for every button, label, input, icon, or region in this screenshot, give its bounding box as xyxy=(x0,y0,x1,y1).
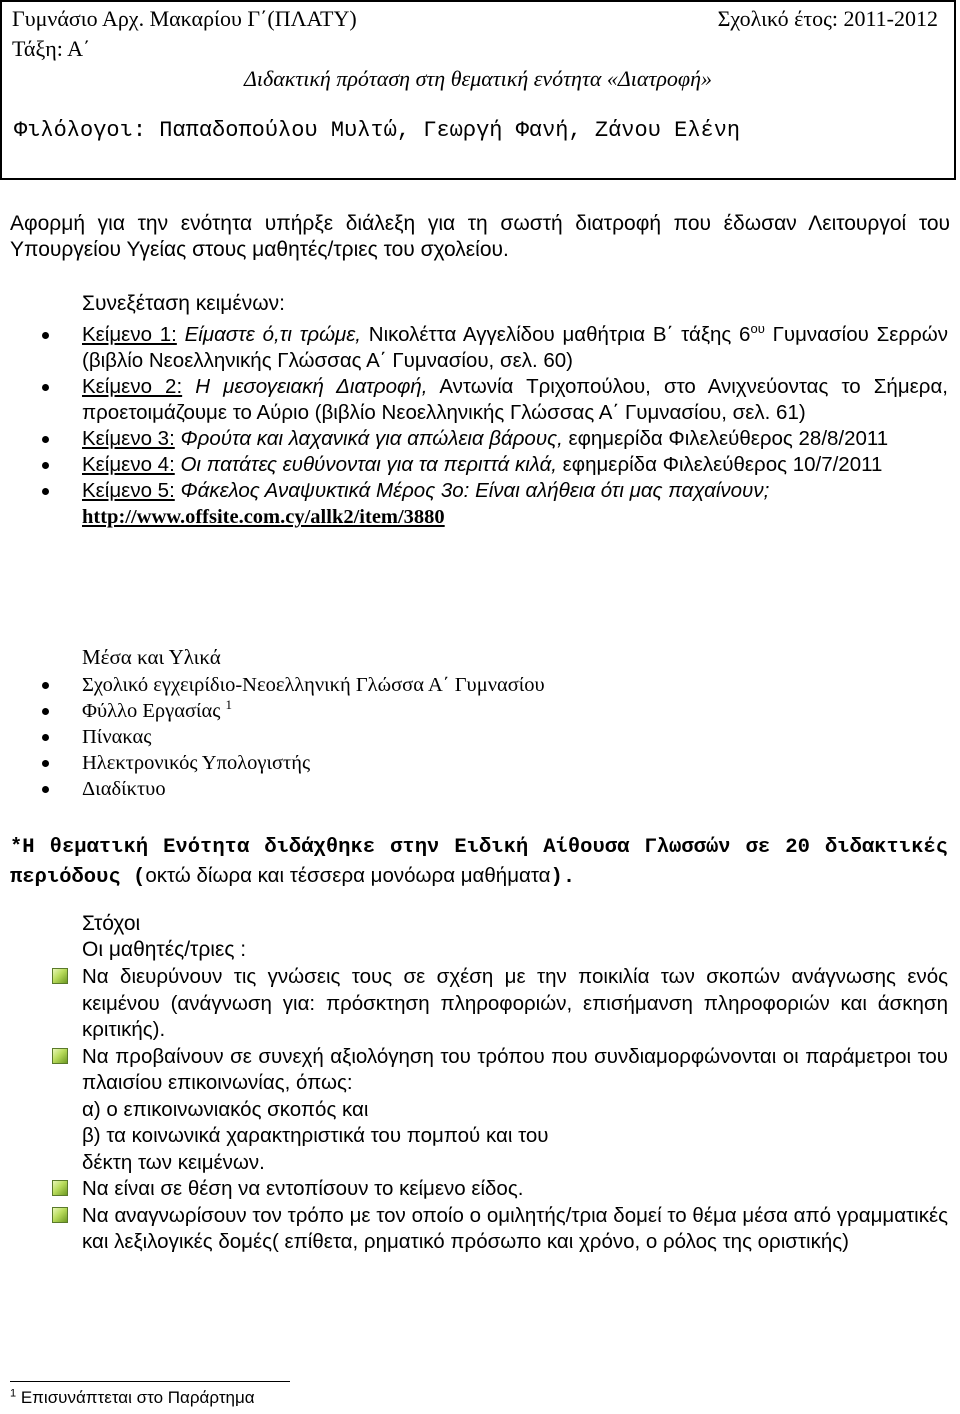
footnote xyxy=(10,1388,255,1408)
text-title: Φρούτα και λαχανικά για απώλεια βάρους, xyxy=(180,427,563,450)
note-bold: *Η θεματική Ενότητα διδάχθηκε στην Ειδική Αίθουσα Γλωσσών σε 20 διδακτικές περιόδους ( xyxy=(10,836,948,889)
text-label: Κείμενο 3: xyxy=(82,427,175,450)
text-details: Γυμνασίου Σερρών (βιβλίο Νεοελληνικής Γλώσσας Α΄ Γυμνασίου, σελ. 60) xyxy=(82,323,948,372)
text-title: Είμαστε ό,τι τρώμε, xyxy=(184,323,361,346)
teachers-line xyxy=(14,118,740,143)
list-item xyxy=(82,452,948,478)
text-title: Η μεσογειακή Διατροφή, xyxy=(195,375,428,398)
header-box xyxy=(0,0,956,180)
list-item xyxy=(82,478,948,530)
goal-subline: δέκτη των κειμένων. xyxy=(82,1150,265,1174)
class-label: Τάξη: Α΄ xyxy=(12,36,91,61)
list-item xyxy=(82,1176,948,1203)
list-item: Σχολικό εγχειρίδιο-Νεοελληνική Γλώσσα Α΄ Γυμνασίου xyxy=(82,672,782,698)
footnote-ref: 1 xyxy=(225,697,232,713)
superscript: ου xyxy=(750,321,765,337)
text-title: Οι πατάτες ευθύνονται για τα περιττά κιλά, xyxy=(180,453,557,476)
document-title: Διδακτική πρόταση στη θεματική ενότητα «Διατροφή» xyxy=(244,66,712,91)
footnote-number: 1 xyxy=(10,1387,17,1400)
square-bullet-icon xyxy=(52,968,68,984)
synthesis-title: Συνεξέταση κειμένων: xyxy=(82,292,285,315)
goals-title: Στόχοι xyxy=(82,912,141,935)
article-link[interactable]: http://www.offsite.com.cy/allk2/item/3880 xyxy=(82,506,445,528)
text-title: Φάκελος Αναψυκτικά xyxy=(180,479,371,502)
text-details: εφημερίδα Φιλελεύθερος 10/7/2011 xyxy=(556,453,883,476)
teaching-note xyxy=(10,832,948,892)
list-item xyxy=(82,964,948,1044)
note-end: ). xyxy=(550,866,576,889)
note-plain: οκτώ δίωρα και τέσσερα μονόωρα μαθήματα xyxy=(145,864,551,887)
footnote-divider xyxy=(10,1381,290,1382)
goal-text: Να προβαίνουν σε συνεχή αξιολόγηση του τρόπου που συνδιαμορφώνονται οι παράμετροι του πλαισίου επικοινωνίας, όπως: xyxy=(82,1044,948,1094)
intro-paragraph: Αφορμή για την ενότητα υπήρξε διάλεξη για τη σωστή διατροφή που έδωσαν Λειτουργοί του Υπουργείου Υγείας στους μαθητές/τριες του σχολείου. xyxy=(10,212,950,261)
school-name: Γυμνάσιο Αρχ. Μακαρίου Γ΄(ΠΛΑΤΥ) xyxy=(12,6,357,31)
goals-intro: Οι μαθητές/τριες : xyxy=(82,938,247,961)
text-label: Κείμενο 5: xyxy=(82,479,175,502)
list-item xyxy=(82,1203,948,1256)
text-details: Αντωνία Τριχοπούλου, στο Ανιχνεύοντας το Σήμερα, προετοιμάζουμε το Αύριο (βιβλίο Νεοελληνικής Γλώσσας Α΄ Γυμνασίου, σελ. 61) xyxy=(82,375,948,424)
materials-list xyxy=(82,672,782,802)
goal-subline: α) ο επικοινωνιακός σκοπός και xyxy=(82,1097,369,1121)
list-item xyxy=(82,374,948,426)
text-details: εφημερίδα Φιλελεύθερος 28/8/2011 xyxy=(562,427,889,450)
text-title: Μέρος 3ο: Είναι αλήθεια ότι μας παχαίνουν; xyxy=(375,479,770,502)
goal-text: Να αναγνωρίσουν τον τρόπο με τον οποίο ο ομιλητής/τρια δομεί το θέμα μέσα από γραμματικές και λεξιλογικές δομές( επίθετα, ρηματικό πρόσωπο και χρόνο, ο ρόλος της οριστικής) xyxy=(82,1203,948,1253)
text-label: Κείμενο 4: xyxy=(82,453,175,476)
school-year: Σχολικό έτος: 2011-2012 xyxy=(717,6,938,31)
list-item xyxy=(82,322,948,374)
list-item: Πίνακας xyxy=(82,724,782,750)
text-details: Νικολέττα Αγγελίδου μαθήτρια Β΄ τάξης 6 xyxy=(361,323,751,346)
list-item: Ηλεκτρονικός Υπολογιστής xyxy=(82,750,782,776)
footnote-text: Επισυνάπτεται στο Παράρτημα xyxy=(16,1388,255,1407)
texts-list xyxy=(82,322,948,530)
materials-title: Μέσα και Υλικά xyxy=(82,645,221,669)
square-bullet-icon xyxy=(52,1048,68,1064)
square-bullet-icon xyxy=(52,1207,68,1223)
material-label: Φύλλο Εργασίας xyxy=(82,700,221,722)
goal-text: Να διευρύνουν τις γνώσεις τους σε σχέση με την ποικιλία των σκοπών ανάγνωσης ενός κειμένου (ανάγνωση για: πρόσκτηση πληροφοριών, επισήμανση πληροφοριών και άσκηση κριτικής). xyxy=(82,965,948,1041)
teachers-names: Παπαδοπούλου Μυλτώ, Γεωργή Φανή, Ζάνου Ελένη xyxy=(146,118,741,143)
text-label: Κείμενο 2: xyxy=(82,375,183,398)
teachers-label: Φιλόλογοι: xyxy=(14,118,147,143)
list-item xyxy=(82,698,782,724)
goals-list xyxy=(82,964,948,1256)
goal-text: Να είναι σε θέση να εντοπίσουν το κείμενο είδος. xyxy=(82,1177,524,1200)
list-item xyxy=(82,1044,948,1177)
list-item: Διαδίκτυο xyxy=(82,776,782,802)
text-label: Κείμενο 1: xyxy=(82,323,177,346)
goal-subline: β) τα κοινωνικά χαρακτηριστικά του πομπού και του xyxy=(82,1124,549,1147)
list-item xyxy=(82,426,948,452)
square-bullet-icon xyxy=(52,1180,68,1196)
